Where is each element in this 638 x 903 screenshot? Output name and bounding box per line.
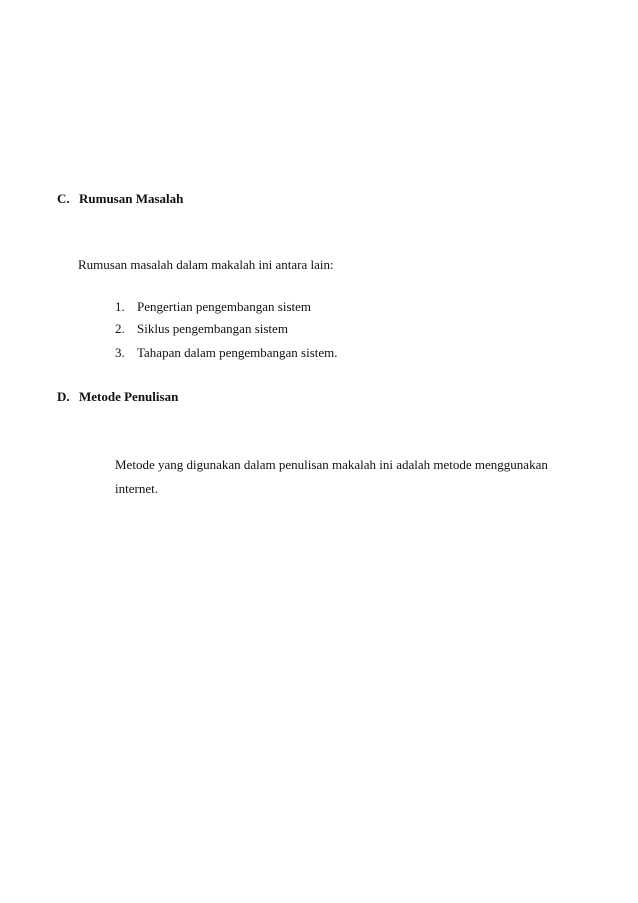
section-c-heading bbox=[57, 191, 183, 207]
list-item bbox=[115, 345, 338, 361]
list-item-number: 2. bbox=[115, 321, 125, 336]
section-c-marker: C. bbox=[57, 191, 70, 206]
list-item-text: Siklus pengembangan sistem bbox=[137, 321, 288, 336]
section-d-body-line-1: Metode yang digunakan dalam penulisan makalah ini adalah metode menggunakan bbox=[115, 457, 548, 472]
list-item-number: 3. bbox=[115, 345, 125, 360]
section-d-heading bbox=[57, 389, 178, 405]
list-item bbox=[115, 321, 288, 337]
list-item-number: 1. bbox=[115, 299, 125, 314]
section-c-title: Rumusan Masalah bbox=[79, 191, 184, 206]
section-d-title: Metode Penulisan bbox=[79, 389, 179, 404]
list-item-text: Tahapan dalam pengembangan sistem. bbox=[137, 345, 338, 360]
section-d-body-line-2: internet. bbox=[115, 481, 158, 496]
section-c-intro: Rumusan masalah dalam makalah ini antara lain: bbox=[78, 257, 334, 272]
list-item bbox=[115, 299, 311, 315]
list-item-text: Pengertian pengembangan sistem bbox=[137, 299, 312, 314]
section-d-marker: D. bbox=[57, 389, 70, 404]
